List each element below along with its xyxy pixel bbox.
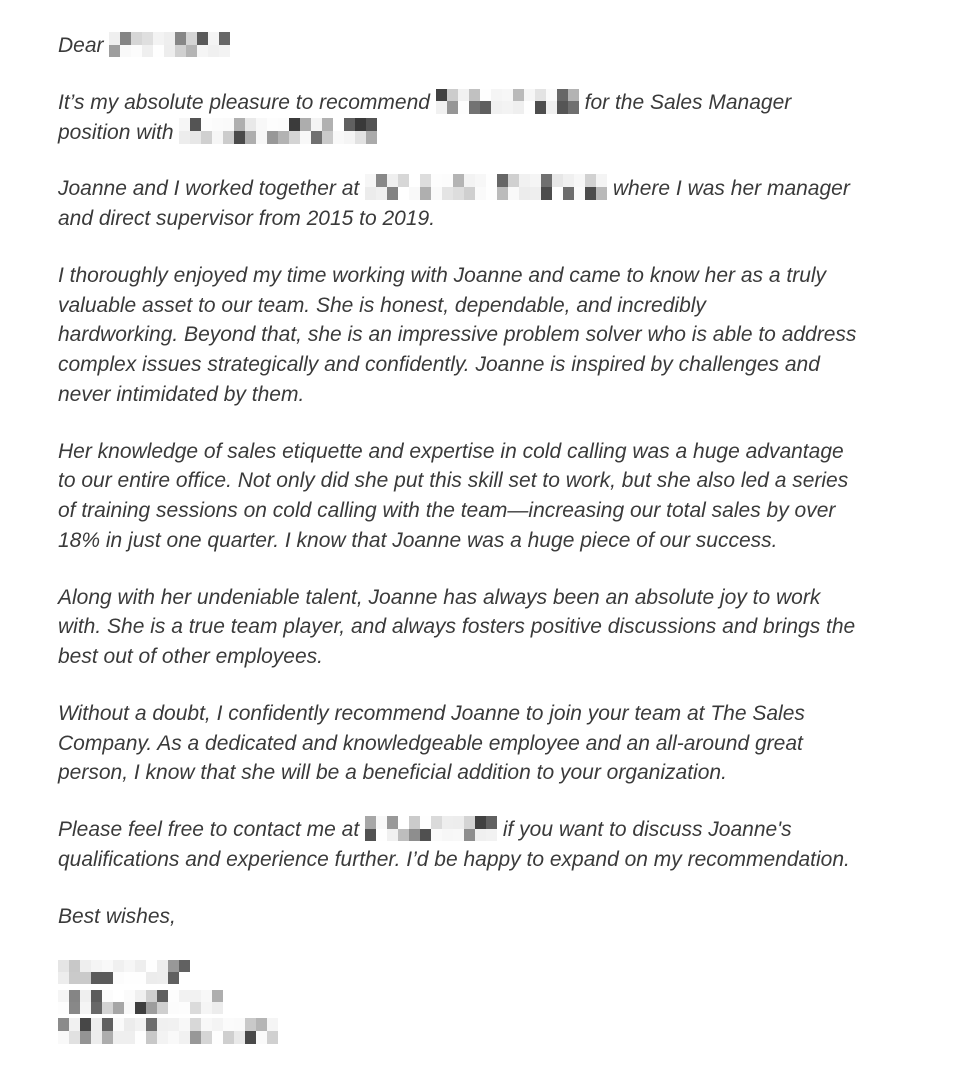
text-run: Please feel free to contact me at [58,818,366,841]
text-run: Best wishes, [58,904,176,928]
letter-line [58,815,900,845]
text-run: person, I know that she will be a beneficial addition to your organization. [58,761,727,785]
text-run: of training sessions on cold calling with the team—increasing our total sales by over [58,499,836,522]
letter-line [58,320,900,350]
text-run: where I was her manager [607,177,850,201]
text-run: It’s my absolute pleasure to recommend [58,90,436,114]
letter-line [58,496,900,526]
letter-line [58,88,900,118]
paragraph-skills [58,437,900,556]
signature-company-redacted [58,1018,278,1044]
letter-line [58,466,900,496]
signature-title-redacted [58,990,223,1014]
letter-line [58,902,900,932]
letter-line [58,758,900,788]
paragraph-endorsement [58,699,900,788]
letter-line [58,612,900,642]
letter-line [58,437,900,467]
text-run: Without a doubt, I confidently recommend Joanne to join your team at The Sales [58,701,805,725]
letter-line [58,350,900,380]
text-run: if you want to discuss Joanne's [497,818,792,841]
text-run: complex issues strategically and confidently. Joanne is inspired by challenges and [58,353,820,376]
paragraph-salutation [58,31,900,61]
text-run: with. She is a true team player, and always fosters positive discussions and brings the [58,615,856,639]
text-run: Along with her undeniable talent, Joanne has always been an absolute joy to work [58,585,821,609]
text-run: 18% in just one quarter. I know that Joanne was a huge piece of our success. [58,528,778,552]
letter-line [58,31,900,61]
letter-line [58,204,900,234]
text-run: and direct supervisor from 2015 to 2019. [58,207,436,230]
paragraph-signature-block [58,958,900,1047]
text-run: never intimidated by them. [58,382,305,406]
text-run: qualifications and experience further. I’d be happy to expand on my recommendation. [58,847,850,871]
paragraph-teamwork [58,583,900,672]
text-run: Joanne and I worked together at [58,177,366,201]
letter-line [58,526,900,556]
text-run: Her knowledge of sales etiquette and expertise in cold calling was a huge advantage [58,439,844,463]
text-run: to our entire office. Not only did she put this skill set to work, but she also led a series [58,469,849,493]
recipient-name-redacted [109,32,230,57]
letter-line [58,261,900,291]
letter-line [58,583,900,613]
letter-line [58,118,900,148]
company-name-redacted [179,118,377,144]
letter-line [58,291,900,321]
paragraph-closing [58,902,900,932]
paragraph-character [58,261,900,410]
candidate-name-redacted [436,89,579,114]
letter-line [58,699,900,729]
letter-line [58,1018,900,1048]
letter-line [58,988,900,1018]
text-run: valuable asset to our team. She is honest, dependable, and incredibly [58,293,706,317]
text-run: Company. As a dedicated and knowledgeable employee and an all-around great [58,731,803,755]
letter-line [58,845,900,875]
text-run: position with [58,120,180,144]
text-run: Dear [58,34,110,57]
text-run: best out of other employees. [58,645,323,668]
text-run: hardworking. Beyond that, she is an impressive problem solver who is able to address [58,323,857,347]
signature-name-redacted [58,960,190,984]
letter-line [58,380,900,410]
paragraph-contact [58,815,900,875]
letter-line [58,174,900,204]
letter-line [58,729,900,759]
letter-line [58,958,900,988]
paragraph-opening [58,88,900,148]
employer-name-redacted [365,174,607,200]
letter-line [58,642,900,672]
paragraph-relationship [58,174,900,234]
text-run: I thoroughly enjoyed my time working with Joanne and came to know her as a truly [58,263,827,287]
text-run: for the Sales Manager [578,90,792,114]
phone-number-redacted [365,816,497,841]
